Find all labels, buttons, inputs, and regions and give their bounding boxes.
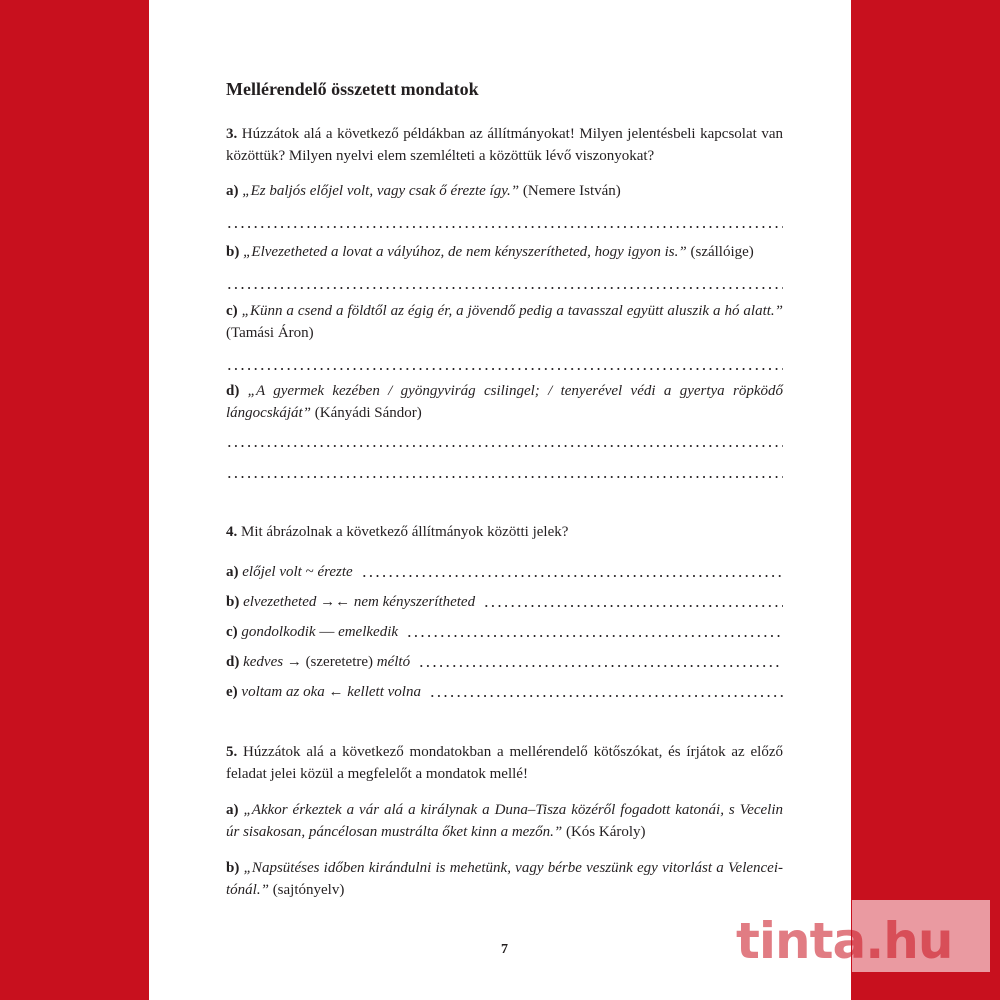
answer-line[interactable]: [226, 445, 783, 447]
predicate-right: kellett volna: [347, 684, 421, 700]
source: (Kányádi Sándor): [311, 405, 422, 421]
exercise-5-item-b: [226, 857, 783, 901]
exercise-3-text: Húzzátok alá a következő példákban az állítmányokat! Milyen jelentésbeli kapcsolat van közöttük? Milyen nyelvi elem szemlélteti a közöttük lévő viszonyokat?: [226, 126, 783, 164]
predicate-left: elvezetheted: [243, 594, 317, 610]
item-label: b): [226, 860, 240, 876]
quote: „Künn a csend a földtől az égig ér, a jövendő pedig a tavasszal együtt aluszik a hó alatt.”: [241, 303, 784, 319]
predicate-right: érezte: [317, 564, 353, 580]
answer-line[interactable]: [361, 575, 783, 577]
answer-line[interactable]: [226, 368, 783, 370]
relation-sign: →←: [316, 594, 354, 610]
source: (sajtónyelv): [268, 882, 345, 898]
predicate-left: gondolkodik: [241, 624, 316, 640]
answer-line[interactable]: [418, 665, 783, 667]
item-label: d): [226, 383, 240, 399]
relation-sign: → (szeretetre): [283, 654, 377, 670]
exercise-4-prompt: [226, 521, 783, 543]
exercise-4-text: Mit ábrázolnak a következő állítmányok közötti jelek?: [237, 524, 569, 540]
exercise-4-item-a: [226, 561, 783, 583]
source: (Tamási Áron): [226, 325, 314, 341]
answer-line[interactable]: [483, 605, 783, 607]
exercise-3-item-d: [226, 380, 783, 424]
answer-line[interactable]: [406, 635, 783, 637]
source: (szállóige): [686, 244, 754, 260]
item-label: c): [226, 624, 238, 640]
predicate-right: nem kényszerítheted: [353, 594, 476, 610]
exercise-4-item-c: [226, 621, 783, 643]
relation-sign: —: [315, 624, 339, 640]
exercise-4-item-d: [226, 651, 783, 673]
quote: „A gyermek kezében / gyöngyvirág csilingel; / tenyerével védi a gyertya röpködő lángocskáját”: [226, 383, 783, 421]
item-label: b): [226, 594, 240, 610]
quote: „Napsütéses időben kirándulni is mehetünk, vagy bérbe veszünk egy vitorlást a Velencei-tónál.”: [226, 860, 784, 898]
exercise-5-text: Húzzátok alá a következő mondatokban a mellérendelő kötőszókat, és írjátok az előző feladat jelei közül a megfelelőt a mondatok mellé!: [226, 744, 783, 782]
item-label: c): [226, 303, 238, 319]
exercise-4-number: 4.: [226, 524, 238, 540]
predicate-left: voltam az oka: [241, 684, 325, 700]
item-label: a): [226, 564, 239, 580]
exercise-3-item-a: [226, 180, 783, 202]
section-heading: Mellérendelő összetett mondatok: [226, 79, 479, 99]
item-label: d): [226, 654, 240, 670]
exercise-3-item-c: [226, 300, 783, 344]
exercise-5-item-a: [226, 799, 783, 843]
predicate-left: előjel volt: [242, 564, 302, 580]
predicate-right: méltó: [376, 654, 411, 670]
quote: „Ez baljós előjel volt, vagy csak ő érezte így.”: [242, 183, 520, 199]
quote: „Akkor érkeztek a vár alá a királynak a Duna–Tisza közéről fogadott katonái, s Vecelin úr sisakosan, páncélosan mustrálta őket kinn a mezőn.”: [226, 802, 784, 840]
exercise-3-prompt: [226, 123, 783, 167]
exercise-4-item-b: [226, 591, 783, 613]
answer-line[interactable]: [226, 226, 783, 228]
exercise-3-number: 3.: [226, 126, 238, 142]
watermark-logo: tinta.hu: [736, 912, 953, 970]
source: (Kós Károly): [562, 824, 646, 840]
item-label: e): [226, 684, 238, 700]
relation-sign: ~: [301, 564, 318, 580]
answer-line[interactable]: [226, 287, 783, 289]
predicate-left: kedves: [243, 654, 284, 670]
answer-line[interactable]: [429, 695, 783, 697]
predicate-right: emelkedik: [338, 624, 399, 640]
exercise-5-prompt: [226, 741, 783, 785]
answer-line[interactable]: [226, 476, 783, 478]
item-label: a): [226, 802, 239, 818]
exercise-4-item-e: [226, 681, 783, 703]
exercise-3-item-b: [226, 241, 783, 263]
source: (Nemere István): [519, 183, 621, 199]
relation-sign: ←: [324, 684, 348, 700]
book-page: [149, 0, 851, 1000]
exercise-5-number: 5.: [226, 744, 238, 760]
page-number: 7: [501, 942, 508, 957]
quote: „Elvezetheted a lovat a vályúhoz, de nem kényszerítheted, hogy igyon is.”: [243, 244, 687, 260]
item-label: a): [226, 183, 239, 199]
item-label: b): [226, 244, 240, 260]
